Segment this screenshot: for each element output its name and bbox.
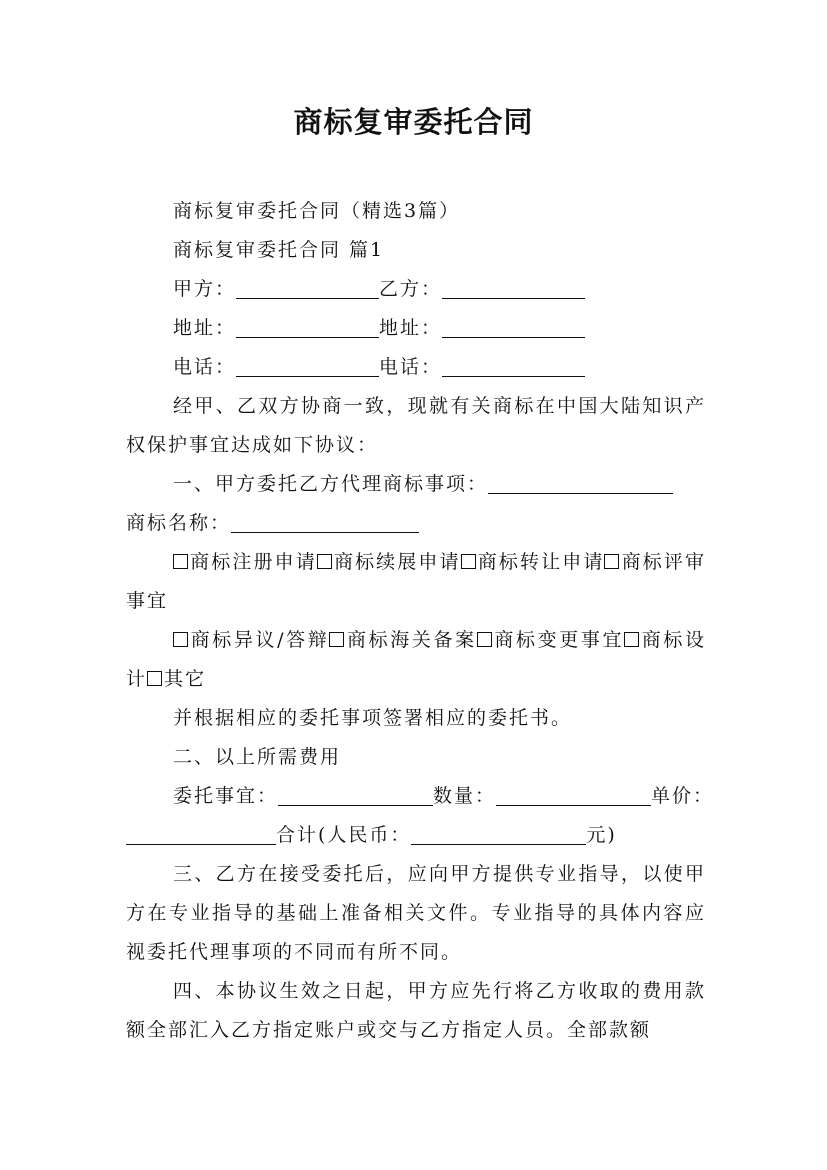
option-label: 商标变更事宜 [493, 629, 625, 651]
options-group-b [126, 621, 706, 699]
option-label: 商标海关备案 [346, 629, 477, 651]
option-label: 其它 [164, 668, 207, 690]
checkbox-icon[interactable] [173, 632, 188, 647]
unit-price-blank[interactable] [126, 822, 276, 845]
intro-paragraph: 经甲、乙双方协商一致，现就有关商标在中国大陆知识产权保护事宜达成如下协议： [126, 395, 706, 456]
option-label: 商标注册申请 [190, 551, 317, 573]
address-b-label: 地址： [379, 317, 443, 339]
option-label: 商标转让申请 [477, 551, 605, 573]
options-group-a [126, 543, 706, 621]
checkbox-icon[interactable] [329, 632, 344, 647]
subtitle: 商标复审委托合同（精选3篇） [173, 200, 461, 222]
total-blank[interactable] [411, 822, 586, 845]
item-blank[interactable] [278, 783, 433, 806]
option-label: 商标续展申请 [333, 551, 461, 573]
total-unit: 元) [586, 824, 617, 846]
trademark-name-blank[interactable] [231, 510, 419, 533]
clause-3-paragraph: 三、乙方在接受委托后，应向甲方提供专业指导，以使甲方在专业指导的基础上准备相关文件。专业指导的具体内容应视委托代理事项的不同而有所不同。 [126, 863, 706, 963]
quantity-label: 数量： [433, 785, 497, 807]
clause-1-blank[interactable] [488, 471, 673, 494]
checkbox-icon[interactable] [604, 554, 619, 569]
fee-line-2 [126, 816, 706, 855]
sign-note: 并根据相应的委托事项签署相应的委托书。 [173, 707, 573, 729]
checkbox-icon[interactable] [147, 671, 162, 686]
party-a-blank[interactable] [236, 276, 379, 299]
clause-1-lead: 一、甲方委托乙方代理商标事项： [173, 473, 489, 495]
item-label: 委托事宜： [173, 785, 279, 807]
phone-a-label: 电话： [173, 356, 237, 378]
phone-a-blank[interactable] [236, 354, 379, 377]
checkbox-icon[interactable] [173, 554, 188, 569]
part-heading: 商标复审委托合同 篇1 [173, 239, 385, 261]
checkbox-icon[interactable] [477, 632, 492, 647]
address-b-blank[interactable] [442, 315, 585, 338]
document-title: 商标复审委托合同 [293, 105, 534, 139]
phone-b-label: 电话： [379, 356, 443, 378]
party-a-label: 甲方： [173, 278, 237, 300]
trademark-name-label: 商标名称： [126, 512, 232, 534]
party-line-3 [126, 348, 706, 387]
total-label: 合计(人民币： [276, 824, 412, 846]
document-body [126, 192, 715, 1050]
fee-line-1 [126, 777, 715, 816]
clause-2-heading: 二、以上所需费用 [173, 746, 342, 768]
unit-price-label: 单价： [651, 785, 715, 807]
quantity-blank[interactable] [496, 783, 651, 806]
checkbox-icon[interactable] [461, 554, 476, 569]
option-label: 商标设计 [126, 629, 706, 690]
party-line-2 [126, 309, 706, 348]
clause-4-paragraph: 四、本协议生效之日起，甲方应先行将乙方收取的费用款额全部汇入乙方指定账户或交与乙方指定人员。全部款额 [126, 980, 706, 1041]
party-b-blank[interactable] [442, 276, 585, 299]
party-line-1 [126, 270, 706, 309]
address-a-blank[interactable] [236, 315, 379, 338]
address-a-label: 地址： [173, 317, 237, 339]
phone-b-blank[interactable] [442, 354, 585, 377]
clause-1-line [126, 465, 706, 504]
party-b-label: 乙方： [379, 278, 443, 300]
trademark-name-line [126, 504, 706, 543]
checkbox-icon[interactable] [624, 632, 639, 647]
checkbox-icon[interactable] [317, 554, 332, 569]
option-label: 商标异议/答辩 [190, 629, 330, 651]
option-label: 商标评审事宜 [126, 551, 706, 612]
